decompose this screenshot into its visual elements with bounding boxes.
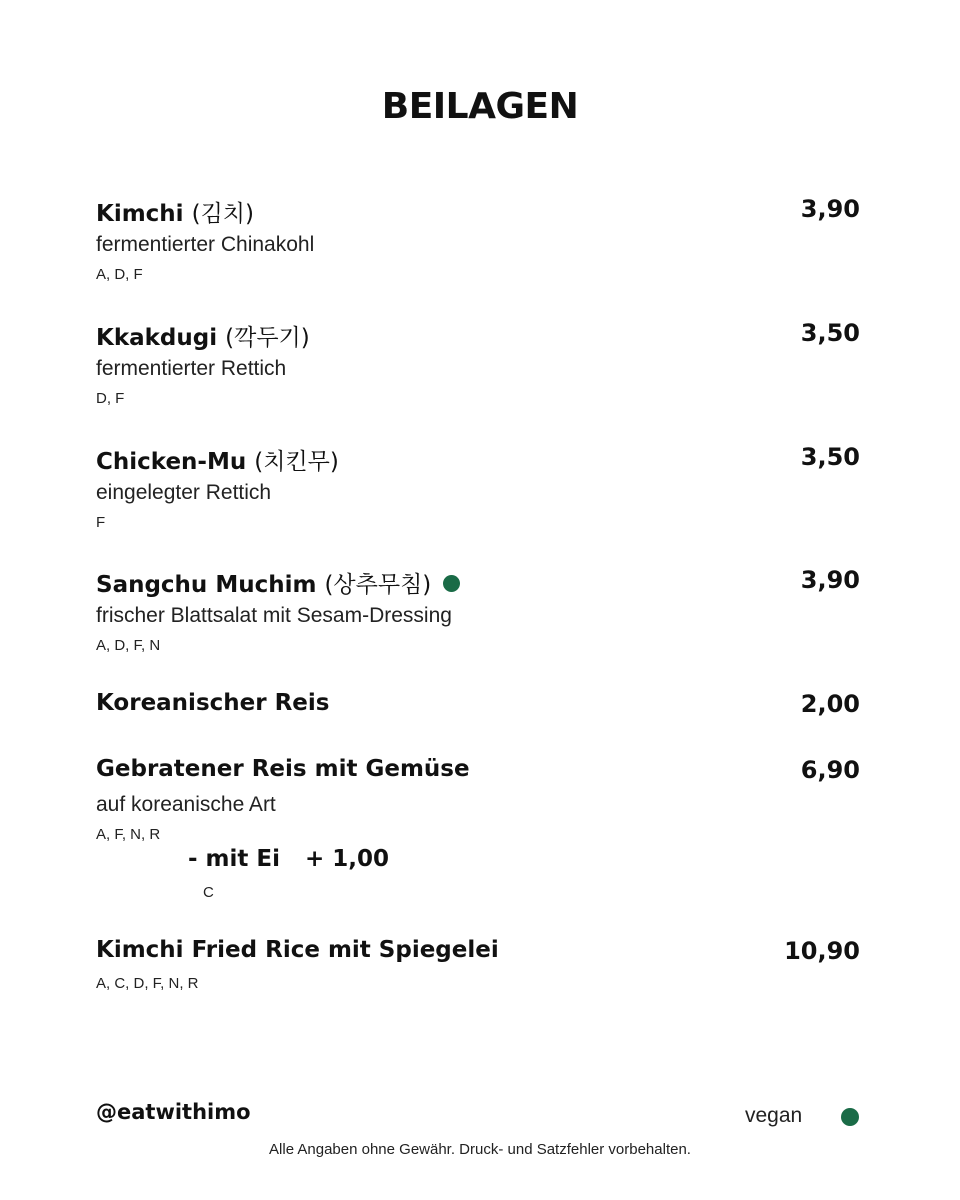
- menu-item-allergens: A, D, F: [96, 266, 143, 283]
- addon-label: - mit Ei: [188, 846, 280, 872]
- page-title: BEILAGEN: [381, 86, 579, 127]
- menu-item-price: 10,90: [784, 937, 860, 965]
- item-name-latin: Chicken-Mu: [96, 449, 247, 475]
- menu-item-description: fermentierter Rettich: [96, 357, 287, 380]
- vegan-legend-label: vegan: [745, 1104, 803, 1127]
- item-name-latin: Kkakdugi: [96, 325, 218, 351]
- menu-item-allergens: A, D, F, N: [96, 637, 161, 654]
- menu-item-description: fermentierter Chinakohl: [96, 233, 315, 256]
- item-name-latin: Kimchi: [96, 201, 184, 227]
- menu-item-price: 6,90: [800, 756, 860, 784]
- menu-item-allergens: F: [96, 514, 106, 531]
- item-name-latin: Kimchi Fried Rice mit Spiegelei: [96, 937, 499, 963]
- item-name-latin: Sangchu Muchim: [96, 572, 317, 598]
- menu-item-name: [96, 690, 329, 716]
- menu-item-price: 3,50: [800, 319, 860, 347]
- vegan-indicator-icon: [443, 575, 460, 592]
- item-name-korean: (김치): [191, 201, 254, 227]
- menu-item-price: 3,50: [800, 443, 860, 471]
- menu-item-name: [96, 756, 470, 782]
- menu-item-allergens: A, F, N, R: [96, 826, 161, 843]
- item-name-korean: (깍두기): [225, 325, 310, 351]
- item-name-latin: Koreanischer Reis: [96, 690, 330, 716]
- menu-item-description: auf koreanische Art: [96, 793, 276, 816]
- menu-item-price: 2,00: [800, 690, 860, 718]
- menu-item-allergens: A, C, D, F, N, R: [96, 975, 199, 992]
- menu-item-price: 3,90: [800, 566, 860, 594]
- item-name-latin: Gebratener Reis mit Gemüse: [96, 756, 470, 782]
- menu-item-name: [96, 195, 254, 228]
- menu-item-description: eingelegter Rettich: [96, 481, 272, 504]
- social-handle: @eatwithimo: [96, 1100, 251, 1124]
- item-name-korean: (치킨무): [254, 449, 339, 475]
- vegan-legend-icon: [841, 1108, 859, 1126]
- menu-item-description: frischer Blattsalat mit Sesam-Dressing: [96, 604, 452, 627]
- item-name-korean: (상추무침): [324, 572, 432, 598]
- menu-item-name: [96, 319, 310, 352]
- menu-item-name: [96, 937, 499, 963]
- menu-item-name: [96, 566, 460, 599]
- addon-allergens: C: [203, 884, 214, 901]
- menu-item-allergens: D, F: [96, 390, 125, 407]
- disclaimer: Alle Angaben ohne Gewähr. Druck- und Satzfehler vorbehalten.: [269, 1141, 691, 1158]
- addon-price: + 1,00: [305, 846, 390, 872]
- menu-item-name: [96, 443, 339, 476]
- menu-item-price: 3,90: [800, 195, 860, 223]
